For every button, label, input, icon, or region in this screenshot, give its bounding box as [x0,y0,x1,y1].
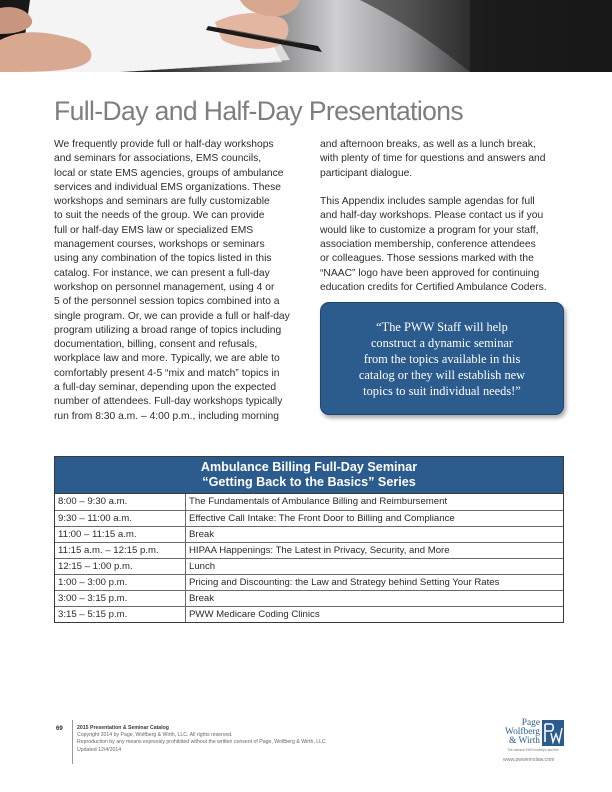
body-right-column [320,138,566,295]
agenda-body [55,494,563,622]
agenda-title: Ambulance Billing Full-Day Seminar [200,460,418,474]
footer-text [77,725,326,754]
agenda-time: 8:00 – 9:30 a.m. [55,494,186,510]
agenda-row [55,558,563,574]
agenda-row [55,574,563,590]
agenda-subtitle: “Getting Back to the Basics” Series [202,475,416,489]
agenda-time: 3:00 – 3:15 p.m. [55,591,186,606]
agenda-table [54,456,564,623]
agenda-time: 11:15 a.m. – 12:15 p.m. [55,543,186,558]
body-left-column [54,138,306,424]
agenda-time: 11:00 – 11:15 a.m. [55,527,186,542]
agenda-row [55,494,563,510]
agenda-time: 1:00 – 3:00 p.m. [55,575,186,590]
quote-callout [320,302,564,415]
body-paragraph-intro: We frequently provide full or half-day workshops and seminars for associations, EMS councils, local or state EMS agencies, groups of ambulance services and individual EMS organizations. These workshops and seminars are fully customizable to suit the needs of the group. We can provide full or half-day EMS law or specialized EMS management courses, workshops or seminars using any combination of the topics listed in this catalog. For instance, we can present a full-day workshop on personnel management, using 4 or 5 of the personnel session topics combined into a single program. Or, we can provide a full or half-day program utilizing a broad range of topics including documentation, billing, consent and refusals, workplace law and more. Typically, we are able to comfortably present 4-5 “mix and match” topics in a full-day seminar, depending upon the expected number of attendees. Full-day workshops typically run from 8:30 a.m. – 4:00 p.m., including morning [54,139,290,422]
footer-divider [72,720,73,764]
agenda-event: Effective Call Intake: The Front Door to Billing and Compliance [189,513,455,524]
header-photo [0,0,612,72]
footer-catalog-title: 2015 Presentation & Seminar Catalog [77,725,169,731]
agenda-time: 9:30 – 11:00 a.m. [55,511,186,526]
agenda-event: Lunch [189,561,216,572]
footer-reproduction: Reproduction by any means expressly prohibited without the written consent of Page, Wolfberg & Wirth, LLC [77,739,326,746]
logo-wordmark [498,719,540,746]
logo-line-wolfberg: Wolfberg [505,727,540,737]
footer-copyright: Copyright 2014 by Page, Wolfberg & Wirth, LLC. All rights reserved. [77,732,233,739]
page-number: 69 [56,726,63,732]
footer-updated: Updated 12/4/2014 [77,746,122,753]
agenda-event: The Fundamentals of Ambulance Billing and Reimbursement [189,496,448,507]
pww-logo [498,719,568,759]
agenda-row [55,606,563,622]
quote-text: “The PWW Staff will help construct a dynamic seminar from the topics available in this catalog or they will establish new topics to suit individual needs!” [358,319,526,398]
agenda-event: PWW Medicare Coding Clinics [189,609,320,620]
agenda-event: Break [189,593,215,604]
agenda-time: 3:15 – 5:15 p.m. [55,607,186,622]
footer-website[interactable]: www.pwwemslaw.com [503,757,555,763]
agenda-header [55,457,563,494]
page-title: Full-Day and Half-Day Presentations [54,96,464,126]
hands-with-pen-image [0,0,612,72]
body-paragraph-continued: and afternoon breaks, as well as a lunch break, with plenty of time for questions and answers and participant dialogue. [320,139,546,179]
logo-line-wirth: & Wirth [509,736,540,746]
agenda-event: HIPAA Happenings: The Latest in Privacy, Security, and More [189,545,450,556]
agenda-row [55,510,563,526]
body-paragraph-appendix: This Appendix includes sample agendas for full and half-day workshops. Please contact us if you would like to customize a program for your staff, association membership, conference attendees or colleagues. Those sessions marked with the “NAAC” logo have been approved for continuing education credits for Certified Ambulance Coders. [320,196,547,293]
agenda-event: Pricing and Discounting: the Law and Strategy behind Setting Your Rates [189,577,500,588]
logo-line-page: Page [521,718,540,728]
agenda-row [55,590,563,606]
agenda-event: Break [189,529,215,540]
agenda-row [55,526,563,542]
logo-tagline: The national EMS industry's law firm [507,748,559,752]
agenda-time: 12:15 – 1:00 p.m. [55,559,186,574]
pww-monogram-icon [542,720,564,746]
agenda-row [55,542,563,558]
